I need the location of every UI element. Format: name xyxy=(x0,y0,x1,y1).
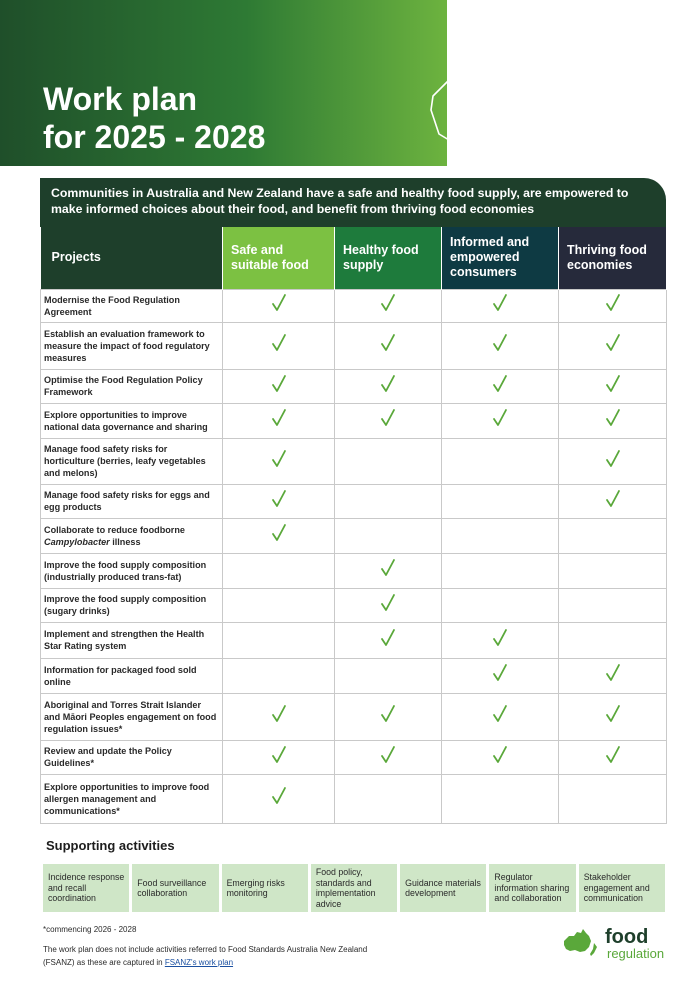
checkmark-icon xyxy=(605,704,621,724)
checkmark-icon xyxy=(271,374,287,394)
checkmark-icon xyxy=(380,333,396,353)
mark-cell xyxy=(335,403,442,438)
project-label xyxy=(41,518,223,553)
mark-cell xyxy=(335,369,442,403)
checkmark-icon xyxy=(605,489,621,509)
mark-cell xyxy=(442,693,559,740)
project-label: Explore opportunities to improve national data governance and sharing xyxy=(41,403,223,438)
mark-cell xyxy=(335,438,442,484)
mark-cell xyxy=(559,518,667,553)
mark-cell xyxy=(335,588,442,622)
mark-cell xyxy=(559,438,667,484)
header-thriving-food-economies: Thriving food economies xyxy=(559,227,667,289)
mark-cell xyxy=(442,774,559,823)
mark-cell xyxy=(335,740,442,774)
mark-cell xyxy=(442,622,559,658)
project-label: Optimise the Food Regulation Policy Framework xyxy=(41,369,223,403)
mark-cell xyxy=(335,518,442,553)
mission-statement: Communities in Australia and New Zealand have a safe and healthy food supply, are empowered to make informed choices about their food, and benefit from thriving food economies xyxy=(40,178,666,227)
checkmark-icon xyxy=(380,558,396,578)
mark-cell xyxy=(442,403,559,438)
checkmark-icon xyxy=(605,408,621,428)
logo-map-icon xyxy=(560,927,600,959)
mark-cell xyxy=(442,369,559,403)
project-label: Explore opportunities to improve food allergen management and communications* xyxy=(41,774,223,823)
checkmark-icon xyxy=(605,333,621,353)
table-row xyxy=(41,693,667,740)
project-label: Manage food safety risks for eggs and egg products xyxy=(41,484,223,518)
mark-cell xyxy=(223,403,335,438)
mark-cell xyxy=(442,658,559,693)
fsanz-work-plan-link[interactable]: FSANZ's work plan xyxy=(164,957,234,967)
checkmark-icon xyxy=(271,786,287,806)
mark-cell xyxy=(335,484,442,518)
mark-cell xyxy=(559,484,667,518)
australia-nz-map-icon xyxy=(405,30,615,170)
mark-cell xyxy=(442,553,559,588)
mark-cell xyxy=(223,774,335,823)
table-row xyxy=(41,518,667,553)
checkmark-icon xyxy=(380,628,396,648)
mark-cell xyxy=(442,438,559,484)
mark-cell xyxy=(223,553,335,588)
mark-cell xyxy=(559,693,667,740)
table-row xyxy=(41,553,667,588)
mark-cell xyxy=(223,322,335,369)
project-label-italic: Campylobacter xyxy=(44,536,110,547)
food-regulation-logo xyxy=(560,925,670,965)
header-projects: Projects xyxy=(41,227,223,289)
mark-cell xyxy=(223,693,335,740)
checkmark-icon xyxy=(605,449,621,469)
table-row xyxy=(41,484,667,518)
mark-cell xyxy=(223,740,335,774)
mark-cell xyxy=(559,289,667,322)
checkmark-icon xyxy=(271,704,287,724)
logo-food-text: food xyxy=(605,926,649,948)
project-label: Information for packaged food sold online xyxy=(41,658,223,693)
mark-cell xyxy=(223,588,335,622)
project-label: Review and update the Policy Guidelines* xyxy=(41,740,223,774)
mark-cell xyxy=(442,289,559,322)
mark-cell xyxy=(559,658,667,693)
mark-cell xyxy=(335,693,442,740)
checkmark-icon xyxy=(492,663,508,683)
footnote-commencing: *commencing 2026 - 2028 xyxy=(43,925,137,934)
checkmark-icon xyxy=(271,745,287,765)
checkmark-icon xyxy=(492,293,508,313)
mark-cell xyxy=(335,622,442,658)
checkmark-icon xyxy=(492,374,508,394)
mark-cell xyxy=(559,774,667,823)
checkmark-icon xyxy=(271,408,287,428)
mark-cell xyxy=(223,484,335,518)
supporting-activities-row xyxy=(43,864,665,912)
mark-cell xyxy=(335,658,442,693)
checkmark-icon xyxy=(380,293,396,313)
table-row xyxy=(41,322,667,369)
mark-cell xyxy=(559,369,667,403)
table-row xyxy=(41,438,667,484)
checkmark-icon xyxy=(380,408,396,428)
activity-box: Emerging risks monitoring xyxy=(222,864,308,912)
project-label: Modernise the Food Regulation Agreement xyxy=(41,289,223,322)
table-row xyxy=(41,289,667,322)
projects-table xyxy=(40,227,667,824)
checkmark-icon xyxy=(605,745,621,765)
activity-box: Food policy, standards and implementation advice xyxy=(311,864,397,912)
table-row xyxy=(41,403,667,438)
checkmark-icon xyxy=(380,374,396,394)
mark-cell xyxy=(559,322,667,369)
checkmark-icon xyxy=(605,293,621,313)
mark-cell xyxy=(559,588,667,622)
mark-cell xyxy=(335,322,442,369)
checkmark-icon xyxy=(492,628,508,648)
project-label-post: illness xyxy=(109,536,141,547)
checkmark-icon xyxy=(605,663,621,683)
mark-cell xyxy=(559,622,667,658)
checkmark-icon xyxy=(271,489,287,509)
activity-box: Stakeholder engagement and communication xyxy=(579,864,665,912)
logo-regulation-text: regulation xyxy=(607,946,665,961)
mark-cell xyxy=(223,289,335,322)
checkmark-icon xyxy=(492,704,508,724)
table-row xyxy=(41,369,667,403)
checkmark-icon xyxy=(605,374,621,394)
checkmark-icon xyxy=(492,333,508,353)
mark-cell xyxy=(559,553,667,588)
checkmark-icon xyxy=(271,333,287,353)
activity-box: Incidence response and recall coordination xyxy=(43,864,129,912)
mark-cell xyxy=(223,518,335,553)
mark-cell xyxy=(335,774,442,823)
mark-cell xyxy=(442,484,559,518)
mark-cell xyxy=(223,438,335,484)
header-informed-consumers: Informed and empowered consumers xyxy=(442,227,559,289)
activity-box: Guidance materials development xyxy=(400,864,486,912)
project-label: Establish an evaluation framework to measure the impact of food regulatory measures xyxy=(41,322,223,369)
project-label: Implement and strengthen the Health Star Rating system xyxy=(41,622,223,658)
footnote-text: The work plan does not include activities referred to Food Standards Australia New Zealand (FSANZ) as these are captured in xyxy=(43,945,368,967)
mark-cell xyxy=(442,740,559,774)
table-row xyxy=(41,658,667,693)
mark-cell xyxy=(559,403,667,438)
project-label-pre: Collaborate to reduce foodborne xyxy=(44,524,185,535)
mark-cell xyxy=(223,369,335,403)
checkmark-icon xyxy=(492,408,508,428)
checkmark-icon xyxy=(271,449,287,469)
table-header-row xyxy=(41,227,667,289)
activity-box: Regulator information sharing and collaboration xyxy=(489,864,575,912)
title-line-2: for 2025 - 2028 xyxy=(43,119,266,155)
mark-cell xyxy=(335,553,442,588)
mark-cell xyxy=(223,622,335,658)
checkmark-icon xyxy=(271,523,287,543)
activity-box: Food surveillance collaboration xyxy=(132,864,218,912)
checkmark-icon xyxy=(380,745,396,765)
mark-cell xyxy=(442,518,559,553)
header-healthy-food-supply: Healthy food supply xyxy=(335,227,442,289)
footnote-fsanz xyxy=(43,944,383,969)
project-label: Aboriginal and Torres Strait Islander and Māori Peoples engagement on food regulation issues* xyxy=(41,693,223,740)
project-label: Improve the food supply composition (sugary drinks) xyxy=(41,588,223,622)
mark-cell xyxy=(442,588,559,622)
mark-cell xyxy=(335,289,442,322)
page-title xyxy=(43,80,265,156)
checkmark-icon xyxy=(492,745,508,765)
project-label: Improve the food supply composition (industrially produced trans-fat) xyxy=(41,553,223,588)
project-label: Manage food safety risks for horticulture (berries, leafy vegetables and melons) xyxy=(41,438,223,484)
supporting-activities-title: Supporting activities xyxy=(46,838,175,853)
checkmark-icon xyxy=(380,704,396,724)
title-line-1: Work plan xyxy=(43,81,198,117)
table-row xyxy=(41,622,667,658)
mark-cell xyxy=(442,322,559,369)
header-safe-suitable-food: Safe and suitable food xyxy=(223,227,335,289)
table-row xyxy=(41,740,667,774)
checkmark-icon xyxy=(271,293,287,313)
mark-cell xyxy=(223,658,335,693)
mark-cell xyxy=(559,740,667,774)
table-row xyxy=(41,588,667,622)
checkmark-icon xyxy=(380,593,396,613)
table-row xyxy=(41,774,667,823)
